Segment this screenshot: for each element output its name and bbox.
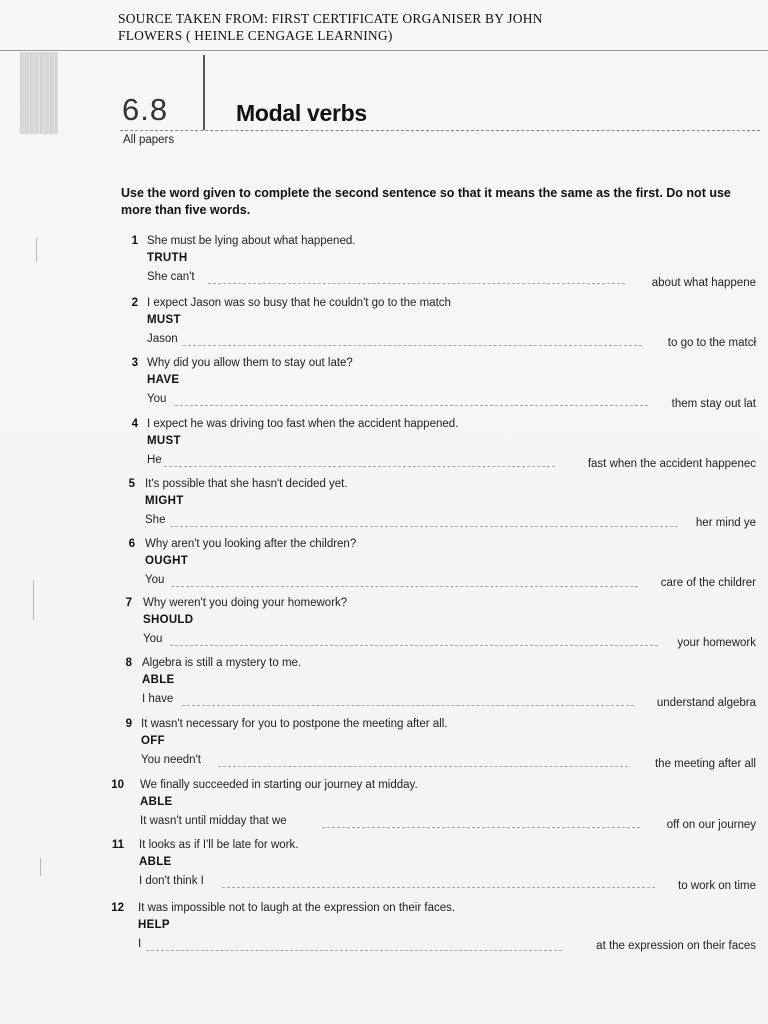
answer-blank[interactable] — [208, 283, 625, 284]
instructions: Use the word given to complete the second sentence so that it means the same as the first. Do not use more than five words. — [121, 186, 731, 217]
item-keyword: ABLE — [140, 796, 173, 808]
item-sentence: I expect he was driving too fast when the accident happened. — [147, 418, 459, 430]
item-end-text: fast when the accident happenec — [587, 458, 756, 470]
item-end-text: her mind ye — [695, 517, 756, 529]
item-sentence: I expect Jason was so busy that he couldn't go to the match — [147, 297, 451, 309]
answer-blank[interactable] — [183, 345, 642, 346]
unit-number: 6.8 — [122, 92, 169, 127]
item-sentence: Why weren't you doing your homework? — [143, 597, 348, 609]
item-end-text: care of the childrer — [660, 577, 756, 589]
title-rule — [120, 130, 760, 132]
item-sentence: It's possible that she hasn't decided yet. — [145, 478, 348, 490]
item-sentence: Algebra is still a mystery to me. — [142, 657, 302, 669]
answer-blank[interactable] — [146, 950, 562, 951]
item-end-text: to work on time — [678, 880, 756, 892]
item-number: 9 — [125, 718, 132, 730]
item-end-text: your homework — [677, 637, 756, 649]
item-number: 7 — [125, 597, 132, 609]
unit-divider — [203, 55, 205, 130]
answer-blank[interactable] — [182, 705, 634, 706]
item-keyword: MIGHT — [145, 495, 184, 507]
item-start-text: It wasn't until midday that we — [140, 815, 287, 827]
item-number: 6 — [128, 538, 135, 550]
item-end-text: off on our journey — [666, 819, 756, 831]
item-keyword: ABLE — [139, 856, 172, 868]
answer-blank[interactable] — [322, 827, 640, 828]
item-keyword: SHOULD — [143, 614, 194, 626]
answer-blank[interactable] — [164, 466, 555, 467]
item-start-text: Jason — [147, 333, 178, 345]
item-end-text: them stay out lat — [671, 398, 756, 410]
item-start-text: I — [138, 938, 142, 950]
source-line-1: SOURCE TAKEN FROM: FIRST CERTIFICATE ORGANISER BY JOHN — [118, 11, 543, 26]
unit-title: Modal verbs — [236, 100, 367, 126]
answer-blank[interactable] — [170, 526, 678, 527]
item-start-text: You — [143, 633, 163, 645]
item-start-text: She — [145, 514, 166, 526]
item-keyword: HAVE — [147, 374, 180, 386]
item-end-text: the meeting after all — [654, 758, 756, 770]
item-end-text: understand algebra — [656, 697, 756, 709]
answer-blank[interactable] — [171, 586, 638, 587]
answer-blank[interactable] — [175, 405, 648, 406]
item-number: 1 — [131, 235, 138, 247]
scan-artifact — [20, 52, 58, 134]
item-keyword: HELP — [138, 919, 170, 931]
item-end-text: at the expression on their faces — [596, 940, 756, 952]
item-sentence: Why aren't you looking after the children? — [145, 538, 357, 550]
item-sentence: It was impossible not to laugh at the expression on their faces. — [138, 902, 456, 914]
item-keyword: MUST — [147, 435, 181, 447]
item-number: 2 — [131, 297, 138, 309]
item-sentence: She must be lying about what happened. — [147, 235, 356, 247]
item-sentence: We finally succeeded in starting our journey at midday. — [140, 779, 418, 791]
item-keyword: OFF — [141, 735, 165, 747]
source-line-2: FLOWERS ( HEINLE CENGAGE LEARNING) — [118, 28, 393, 43]
item-number: 8 — [125, 657, 132, 669]
papers-label: All papers — [123, 134, 175, 146]
answer-blank[interactable] — [218, 766, 628, 767]
item-sentence: It wasn't necessary for you to postpone the meeting after all. — [141, 718, 448, 730]
item-start-text: You needn't — [141, 754, 201, 766]
item-keyword: ABLE — [142, 674, 175, 686]
answer-blank[interactable] — [170, 645, 658, 646]
item-start-text: She can't — [147, 271, 195, 283]
item-sentence: It looks as if I'll be late for work. — [139, 839, 299, 851]
item-number: 12 — [111, 902, 124, 914]
item-start-text: He — [147, 454, 162, 466]
scan-mark — [40, 858, 41, 876]
answer-blank[interactable] — [222, 887, 655, 888]
item-number: 3 — [131, 357, 138, 369]
scan-mark — [36, 238, 37, 262]
scan-mark — [33, 580, 34, 620]
item-keyword: OUGHT — [145, 555, 189, 567]
item-number: 10 — [111, 779, 124, 791]
item-keyword: TRUTH — [147, 252, 188, 264]
item-sentence: Why did you allow them to stay out late? — [147, 357, 353, 369]
item-number: 5 — [128, 478, 135, 490]
item-start-text: You — [147, 393, 167, 405]
item-number: 4 — [131, 418, 138, 430]
item-end-text: to go to the matcł — [667, 337, 756, 349]
item-keyword: MUST — [147, 314, 181, 326]
item-start-text: I don't think I — [139, 875, 204, 887]
item-end-text: about what happene — [651, 277, 756, 289]
item-start-text: I have — [142, 693, 174, 705]
item-number: 11 — [111, 839, 124, 851]
item-start-text: You — [145, 574, 165, 586]
